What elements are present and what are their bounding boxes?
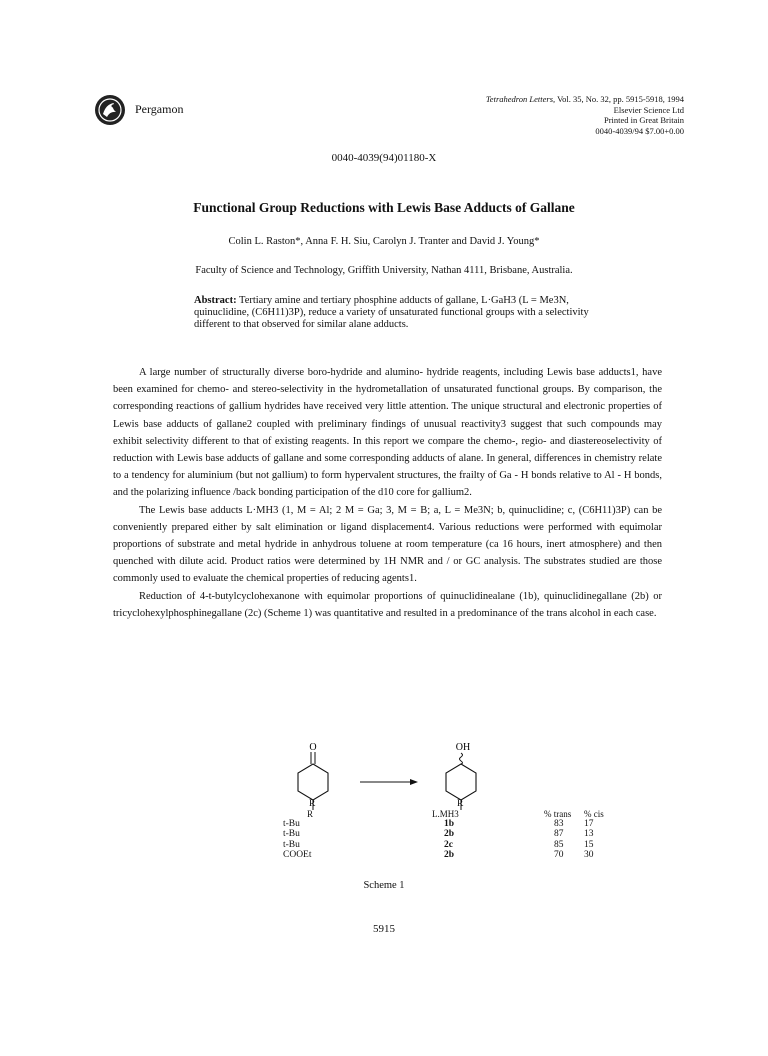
row-trans: 87 (554, 829, 564, 840)
scheme-table (283, 809, 624, 860)
row-cis: 15 (584, 839, 594, 850)
pergamon-logo-icon (94, 94, 126, 126)
body-paragraph-2: The Lewis base adducts L·MH3 (1, M = Al; 2 M = Ga; 3, M = B; a, L = Me3N; b, quinuclidine; c, (C6H11)3P) can be conveniently prepared either by salt elimination or ligand displacement4. Various reductions were performed with equimolar proportions of substrate and metal hydride in anhydrous toluene at room temperature (ca 16 hours, inert atmosphere) and then quenched with dilute acid. Product ratios were determined by 1H NMR and / or GC analysis. The substrates studied are those commonly used to evaluate the chemical properties of reducing agents1. (113, 504, 662, 585)
row-cis: 17 (584, 819, 594, 830)
header-trans: % trans (544, 809, 572, 819)
table-row (283, 840, 624, 850)
page-number: 5915 (373, 923, 395, 935)
hydroxyl-label: OH (455, 742, 471, 753)
reactant-ring (298, 764, 328, 800)
journal-issn: 0040-4039/94 $7.00+0.00 (595, 125, 684, 136)
journal-citation (364, 94, 684, 136)
carbonyl-oxygen-label: O (309, 742, 317, 753)
abstract (194, 295, 614, 331)
row-reagent: 2b (444, 849, 455, 860)
body-paragraph-3: Reduction of 4-t-butylcyclohexanone with equimolar proportions of quinuclidinealane (1b), quinuclidinegallane (2b) or tricyclohexylphosphinegallane (2c) (Scheme 1) was quantitative and resulted in a predominance of the trans alcohol in each case. (113, 590, 662, 619)
row-r: COOEt (283, 849, 312, 860)
table-row (283, 819, 624, 829)
row-trans: 85 (554, 839, 564, 850)
article-body (113, 364, 662, 622)
article-affiliation: Faculty of Science and Technology, Griffith University, Nathan 4111, Brisbane, Australia. (195, 265, 573, 276)
article-title: Functional Group Reductions with Lewis Base Adducts of Gallane (193, 200, 575, 215)
row-cis: 13 (584, 829, 594, 840)
reactant-r-label: R (309, 799, 316, 809)
scheme-table-header (283, 809, 624, 819)
product-r-label: R (457, 799, 464, 809)
header-lmh3: L.MH3 (432, 809, 459, 819)
article-authors: Colin L. Raston*, Anna F. H. Siu, Carolyn J. Tranter and David J. Young* (228, 236, 540, 247)
doi: 0040-4039(94)01180-X (331, 152, 437, 164)
row-trans: 70 (554, 849, 564, 860)
header-cis: % cis (584, 809, 604, 819)
row-trans: 83 (554, 819, 564, 830)
row-cis: 30 (584, 849, 594, 860)
journal-printed: Printed in Great Britain (603, 115, 684, 125)
table-row (283, 829, 624, 839)
product-ring (446, 764, 476, 800)
journal-name: Tetrahedron Letters, (485, 94, 556, 104)
journal-publisher: Elsevier Science Ltd (613, 104, 684, 115)
abstract-label: Abstract: (194, 295, 237, 306)
row-r: t-Bu (283, 829, 300, 840)
row-r: t-Bu (283, 839, 300, 850)
row-reagent: 2b (444, 829, 455, 840)
abstract-text: Tertiary amine and tertiary phosphine adducts of gallane, L·GaH3 (L = Me3N, quinuclidine, (C6H11)3P), reduce a variety of unsaturated functional groups with a selectivity different to that observed for similar alane adducts. (194, 295, 589, 330)
header-r: R (307, 809, 314, 819)
publisher-name: Pergamon (135, 102, 184, 116)
journal-details: Vol. 35, No. 32, pp. 5915-5918, 1994 (555, 94, 684, 104)
row-reagent: 2c (444, 839, 453, 850)
scheme-caption: Scheme 1 (363, 880, 405, 891)
body-paragraph-1: A large number of structurally diverse boro-hydride and alumino- hydride reagents, including Lewis base adducts1, have been examined for chemo- and stereo-selectivity in the hydrometallation of unsaturated functional groups. By comparison, the corresponding reactions of gallium hydrides have received very little attention. The unique structural and electronic properties of Lewis base adducts of gallane2 coupled with preliminary findings of unusual reactivity3 suggest that such compounds may exhibit selectivity different to that of existing reagents. In this report we compare the chemo-, regio- and diastereoselectivity of reduction with Lewis base adducts of gallane and some corresponding adducts of alane. In general, differences in chemistry relate to a tendency for aluminium (but not gallium) to form hypervalent structures, the frailty of Ga - H bonds relative to Al - H bonds, and the polarizing influence /back bonding participation of the d10 core for gallium2. (113, 367, 662, 499)
row-r: t-Bu (283, 819, 300, 830)
scheme-1-reaction (260, 742, 520, 812)
row-reagent: 1b (444, 819, 455, 830)
table-row (283, 850, 624, 860)
